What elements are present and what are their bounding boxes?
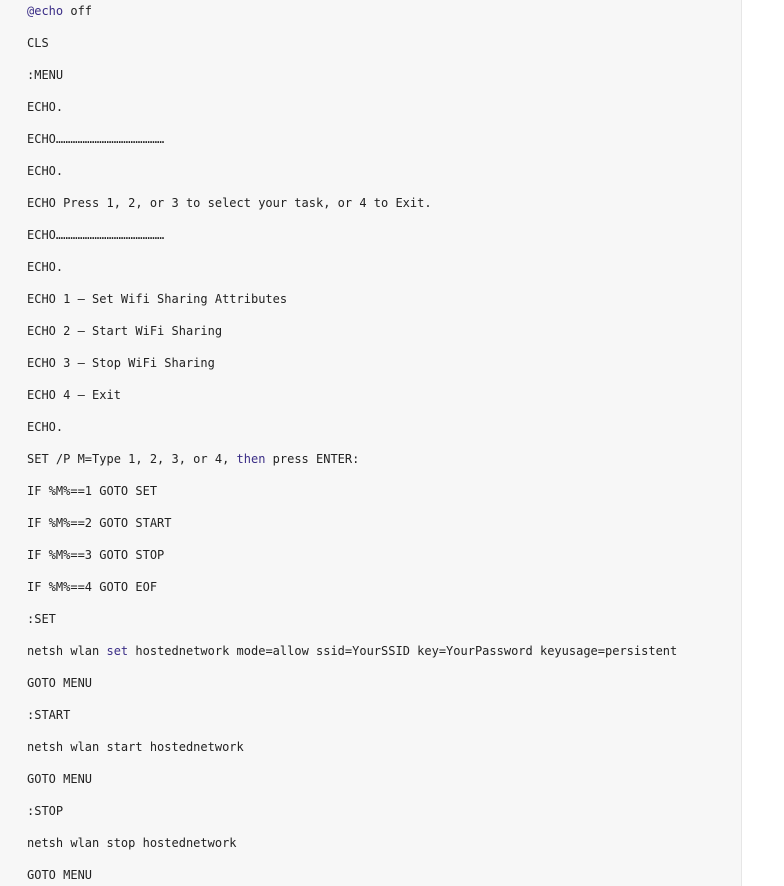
code-line [27, 737, 244, 757]
code-line [27, 193, 432, 213]
code-text: :SET [27, 612, 56, 626]
code-line [27, 577, 157, 597]
code-text: SET /P M=Type 1, 2, 3, or 4, [27, 452, 237, 466]
code-text: off [63, 4, 93, 18]
code-text: :MENU [27, 68, 64, 82]
code-text: IF %M%==4 GOTO EOF [27, 580, 158, 594]
code-line [27, 481, 157, 501]
code-keyword: set [106, 644, 129, 658]
code-line [27, 769, 92, 789]
code-line [27, 1, 92, 21]
code-line [27, 833, 237, 853]
code-text: ECHO Press 1, 2, or 3 to select your task, or 4 to Exit. [27, 196, 432, 210]
code-keyword: @echo [27, 4, 64, 18]
code-line [27, 865, 92, 885]
code-text: netsh wlan stop hostednetwork [27, 836, 237, 850]
code-line [27, 97, 63, 117]
code-line [27, 321, 222, 341]
code-line [27, 353, 215, 373]
code-text: ECHO 1 – Set Wifi Sharing Attributes [27, 292, 288, 306]
code-text: GOTO MENU [27, 772, 93, 786]
code-line [27, 545, 164, 565]
code-text: ECHO. [27, 420, 64, 434]
code-line [27, 705, 70, 725]
code-line [27, 289, 287, 309]
code-text: :STOP [27, 804, 64, 818]
code-line [27, 225, 164, 245]
code-text: ECHO. [27, 164, 64, 178]
code-text: IF %M%==1 GOTO SET [27, 484, 158, 498]
code-line [27, 257, 63, 277]
code-text: ECHO 2 – Start WiFi Sharing [27, 324, 223, 338]
code-line [27, 513, 172, 533]
code-text: netsh wlan [27, 644, 107, 658]
code-line [27, 33, 49, 53]
code-text: GOTO MENU [27, 676, 93, 690]
code-line [27, 609, 56, 629]
code-line [27, 65, 63, 85]
code-text: :START [27, 708, 71, 722]
code-text: ECHO……………………………………… [27, 228, 165, 242]
code-line [27, 129, 164, 149]
code-line [27, 161, 63, 181]
code-line [27, 801, 63, 821]
code-line [27, 385, 121, 405]
code-line [27, 673, 92, 693]
code-text: press ENTER: [265, 452, 360, 466]
code-text: netsh wlan start hostednetwork [27, 740, 244, 754]
code-line [27, 417, 63, 437]
code-text: ECHO. [27, 260, 64, 274]
code-text: hostednetwork mode=allow ssid=YourSSID key=YourPassword keyusage=persistent [128, 644, 678, 658]
code-text: ECHO……………………………………… [27, 132, 165, 146]
code-text: CLS [27, 36, 49, 50]
code-line [27, 641, 677, 661]
code-text: ECHO. [27, 100, 64, 114]
code-keyword: then [236, 452, 266, 466]
code-text: IF %M%==3 GOTO STOP [27, 548, 165, 562]
code-text: ECHO 4 – Exit [27, 388, 121, 402]
code-text: ECHO 3 – Stop WiFi Sharing [27, 356, 215, 370]
code-text: GOTO MENU [27, 868, 93, 882]
code-line [27, 449, 359, 469]
code-text: IF %M%==2 GOTO START [27, 516, 172, 530]
